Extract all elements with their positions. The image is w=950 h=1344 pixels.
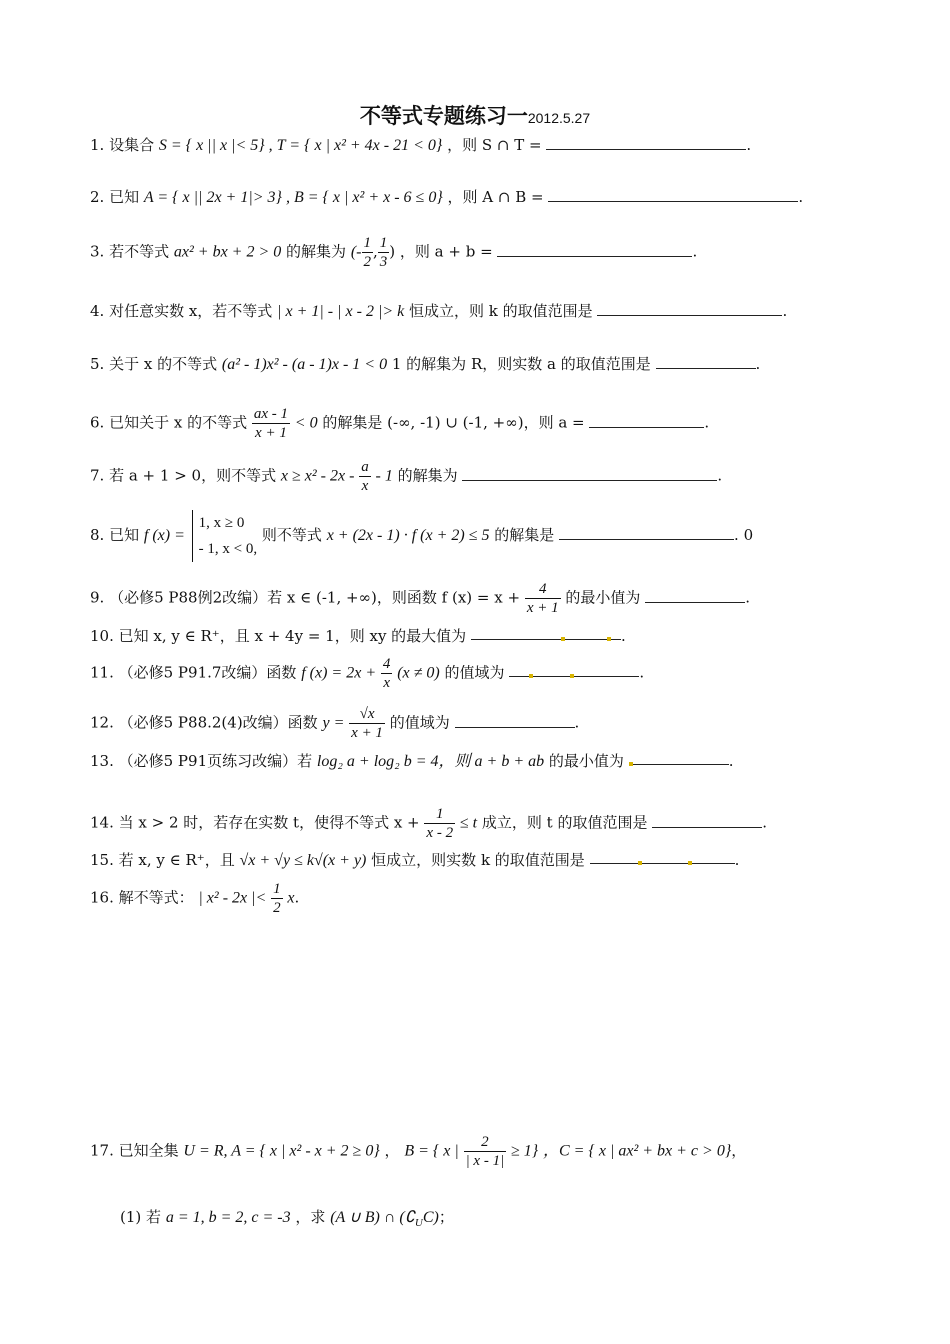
q16-label: 16. 解不等式：: [90, 888, 194, 907]
q9-answer-blank[interactable]: [645, 586, 745, 603]
q4-tail: 恒成立，则 k 的取值范围是: [409, 302, 593, 320]
q8-case-1: 1, x ≥ 0: [198, 515, 245, 531]
q10-answer-blank[interactable]: [471, 623, 621, 640]
question-17: [90, 1133, 746, 1170]
q6-end: .: [704, 413, 710, 432]
title-main: 不等式专题练习一: [359, 104, 528, 128]
q17-1-math: a = 1, b = 2, c = -3: [165, 1209, 291, 1226]
q5-label: 5. 关于 x 的不等式: [90, 355, 218, 373]
q13-mark-dot: [629, 762, 633, 766]
q12-tail: 的值域为: [389, 713, 450, 732]
q11-frac: [381, 655, 393, 692]
q9-frac-num: 4: [525, 580, 561, 599]
q16-frac-den: 2: [273, 900, 281, 916]
q17-1-label: (1) 若: [120, 1208, 162, 1226]
q1-math: S = { x || x |< 5} , T = { x | x² + 4x - 21 < 0}: [158, 137, 443, 154]
question-10: [90, 623, 626, 649]
q4-answer-blank[interactable]: [597, 299, 782, 316]
q10-mark-dot: [607, 637, 611, 641]
q8-label: 8. 已知: [90, 526, 140, 544]
q16-frac: [271, 880, 283, 917]
question-13: [90, 748, 733, 775]
q17-label: 17. 已知全集: [90, 1141, 179, 1160]
q13-tail: 的最小值为: [548, 752, 624, 770]
q17-frac-den: | x - 1|: [465, 1153, 505, 1169]
q12-frac-num: √x: [349, 705, 385, 724]
q8-mid: 则不等式: [261, 526, 322, 544]
q4-end: .: [782, 302, 788, 320]
q5-answer-blank[interactable]: [656, 352, 756, 369]
q4-math: | x + 1| - | x - 2 |> k: [277, 303, 405, 320]
q17-frac: [464, 1133, 507, 1170]
q8-case-2: - 1, x < 0,: [198, 541, 258, 557]
q4-label: 4. 对任意实数 x，若不等式: [90, 302, 273, 320]
q15-mark-dot: [688, 861, 692, 865]
q3-mid: 的解集为: [286, 242, 347, 261]
q16-end: .: [294, 888, 300, 907]
title-date: 2012.5.27: [527, 110, 591, 126]
q1-answer-blank[interactable]: [546, 133, 746, 150]
q1-end: .: [746, 136, 752, 154]
q10-end: .: [620, 627, 626, 645]
q3-frac-2-num: 1: [379, 235, 388, 251]
question-3: 3. 若不等式 ax² + bx + 2 > 0 的解集为 (- $\frac{1}{2}$ , $\frac{1}{3}$ ) ，则 a + b = .: [90, 235, 698, 270]
q14-end: .: [762, 813, 768, 832]
q3-frac-1-num: 1: [363, 235, 371, 251]
q14-frac-num: 1: [424, 805, 455, 824]
q17-math-b2: ≥ 1}: [511, 1142, 539, 1160]
q14-answer-blank[interactable]: [652, 811, 762, 828]
q2-label: 2. 已知: [90, 188, 140, 206]
q8-tail: 的解集是: [494, 526, 555, 544]
q6-tail: 的解集是 (-∞, -1) ∪ (-1, +∞)，则 a =: [322, 413, 585, 432]
q12-frac-den: x + 1: [351, 725, 383, 741]
q17-1-math3: C): [422, 1209, 439, 1226]
question-17-part-1: [120, 1204, 454, 1236]
q16-math: | x² - 2x |<: [198, 889, 267, 907]
q3-frac-1: [362, 234, 374, 271]
question-6: [90, 405, 709, 442]
q7-frac: [359, 458, 371, 495]
q3-tail: ，则 a + b =: [399, 242, 493, 261]
q11-end: .: [639, 663, 645, 682]
q12-label: 12. （必修5 P88.2(4)改编）函数: [90, 713, 318, 732]
q11-math: f (x) = 2x +: [301, 664, 377, 682]
q14-frac-den: x - 2: [426, 825, 454, 841]
q10-label: 10. 已知 x, y ∈ R⁺，且 x + 4y = 1，则 xy 的最大值为: [90, 627, 467, 645]
q14-label: 14. 当 x > 2 时，若存在实数 t，使得不等式 x +: [90, 813, 420, 832]
q17-math-c: ，C = { x | ax² + bx + c > 0}: [542, 1142, 732, 1160]
q6-frac-den: x + 1: [255, 425, 287, 441]
q3-interval-left: (-: [350, 243, 362, 261]
q9-tail: 的最小值为: [565, 588, 641, 607]
q15-tail: 恒成立，则实数 k 的取值范围是: [371, 851, 585, 869]
q3-frac-2-den: 3: [379, 254, 388, 270]
q5-tail: 1 的解集为 R，则实数 a 的取值范围是: [391, 355, 651, 373]
q11-tail: 的值域为: [444, 663, 505, 682]
q2-tail: ，则 A ∩ B =: [447, 188, 544, 206]
q17-1-end: ；: [438, 1208, 454, 1226]
q7-frac-den: x: [361, 478, 369, 494]
q11-label: 11. （必修5 P91.7改编）函数: [90, 663, 297, 682]
q5-math: (a² - 1)x² - (a - 1)x - 1 < 0: [221, 356, 388, 373]
question-11: [90, 655, 644, 692]
q10-mark-dot: [561, 637, 565, 641]
q17-1-math2: (A ∪ B) ∩ (∁: [330, 1209, 415, 1226]
q8-answer-blank[interactable]: [559, 523, 734, 540]
q15-answer-blank[interactable]: [590, 847, 735, 864]
question-14: [90, 805, 767, 842]
q14-math: ≤ t: [459, 814, 478, 832]
q17-sep: ，: [384, 1141, 400, 1160]
q11-mark-dot: [570, 674, 574, 678]
q12-answer-blank[interactable]: [455, 711, 575, 728]
worksheet-title: [0, 100, 950, 130]
q13-end: .: [728, 752, 734, 770]
q2-end: .: [798, 188, 804, 206]
q1-tail: ，则 S ∩ T =: [447, 136, 542, 154]
q8-end: . 0: [734, 526, 754, 544]
q17-1-sub: U: [414, 1217, 423, 1229]
q12-math: y =: [322, 714, 345, 732]
q7-math2: - 1: [375, 467, 393, 485]
q11-frac-den: x: [383, 675, 390, 691]
q11-frac-num: 4: [382, 656, 391, 672]
q5-end: .: [755, 355, 761, 373]
q15-mark-dot: [638, 861, 642, 865]
q7-label: 7. 若 a + 1 > 0，则不等式: [90, 466, 277, 485]
q9-frac-den: x + 1: [526, 600, 559, 616]
q6-frac: [252, 405, 290, 442]
q12-end: .: [574, 713, 580, 732]
q16-math2: x: [287, 889, 295, 907]
q17-1-mid: ，求: [295, 1208, 326, 1226]
q7-answer-blank[interactable]: [462, 464, 717, 481]
q3-label: 3. 若不等式: [90, 242, 170, 261]
q9-label: 9. （必修5 P88例2改编）若 x ∈ (-1, +∞)，则函数 f (x) = x +: [90, 588, 521, 607]
q9-end: .: [745, 588, 750, 607]
q17-math: U = R, A = { x | x² - x + 2 ≥ 0}: [183, 1142, 380, 1160]
q8-math: f (x) =: [143, 527, 185, 544]
q16-frac-num: 1: [273, 881, 281, 897]
q17-end: ，: [731, 1141, 747, 1160]
q7-frac-num: a: [361, 459, 369, 475]
q3-math: ax² + bx + 2 > 0: [173, 243, 282, 261]
q11-math2: (x ≠ 0): [397, 664, 440, 682]
q13-answer-blank[interactable]: [629, 748, 729, 765]
q8-math2: x + (2x - 1) · f (x + 2) ≤ 5: [326, 527, 490, 544]
question-15: [90, 847, 739, 874]
q15-label: 15. 若 x, y ∈ R⁺，且: [90, 851, 235, 869]
q13-math: log₂ a + log₂ b = 4，则 a + b + ab: [316, 753, 545, 770]
q13-label: 13. （必修5 P91页练习改编）若: [90, 752, 313, 770]
q17-frac-num: 2: [464, 1133, 507, 1152]
question-1: [90, 132, 751, 159]
question-5: [90, 351, 760, 378]
q11-mark-dot: [529, 674, 533, 678]
question-4: [90, 298, 787, 325]
q3-frac-1-den: 2: [363, 254, 371, 270]
question-16: [90, 880, 299, 917]
q3-answer-blank[interactable]: [497, 240, 692, 257]
question-7: [90, 458, 722, 495]
q15-math: √x + √y ≤ k√(x + y): [239, 852, 367, 869]
q6-frac-num: ax - 1: [253, 406, 289, 422]
q2-answer-blank[interactable]: [548, 185, 798, 202]
q8-piecewise: [192, 510, 257, 562]
q7-tail: 的解集为: [397, 466, 458, 485]
q9-frac: [525, 580, 561, 617]
q11-answer-blank[interactable]: [509, 660, 639, 677]
question-8: [90, 510, 753, 562]
q2-math: A = { x || 2x + 1|> 3} , B = { x | x² + x - 6 ≤ 0}: [143, 189, 443, 206]
q14-frac: [424, 805, 455, 842]
q14-tail: 成立，则 t 的取值范围是: [481, 813, 648, 832]
q1-label: 1. 设集合: [90, 136, 155, 154]
q7-math: x ≥ x² - 2x -: [280, 467, 355, 485]
q6-label: 6. 已知关于 x 的不等式: [90, 413, 248, 432]
question-2: [90, 184, 803, 211]
question-12: [90, 705, 579, 742]
q6-math: < 0: [294, 414, 318, 432]
q17-math-b: B = { x |: [404, 1142, 459, 1160]
question-9: [90, 580, 750, 617]
q12-frac: [349, 705, 385, 742]
q7-end: .: [717, 466, 723, 485]
q15-end: .: [734, 851, 740, 869]
q3-frac-2: [378, 234, 390, 271]
q6-answer-blank[interactable]: [589, 411, 704, 428]
q3-end: .: [692, 242, 698, 261]
